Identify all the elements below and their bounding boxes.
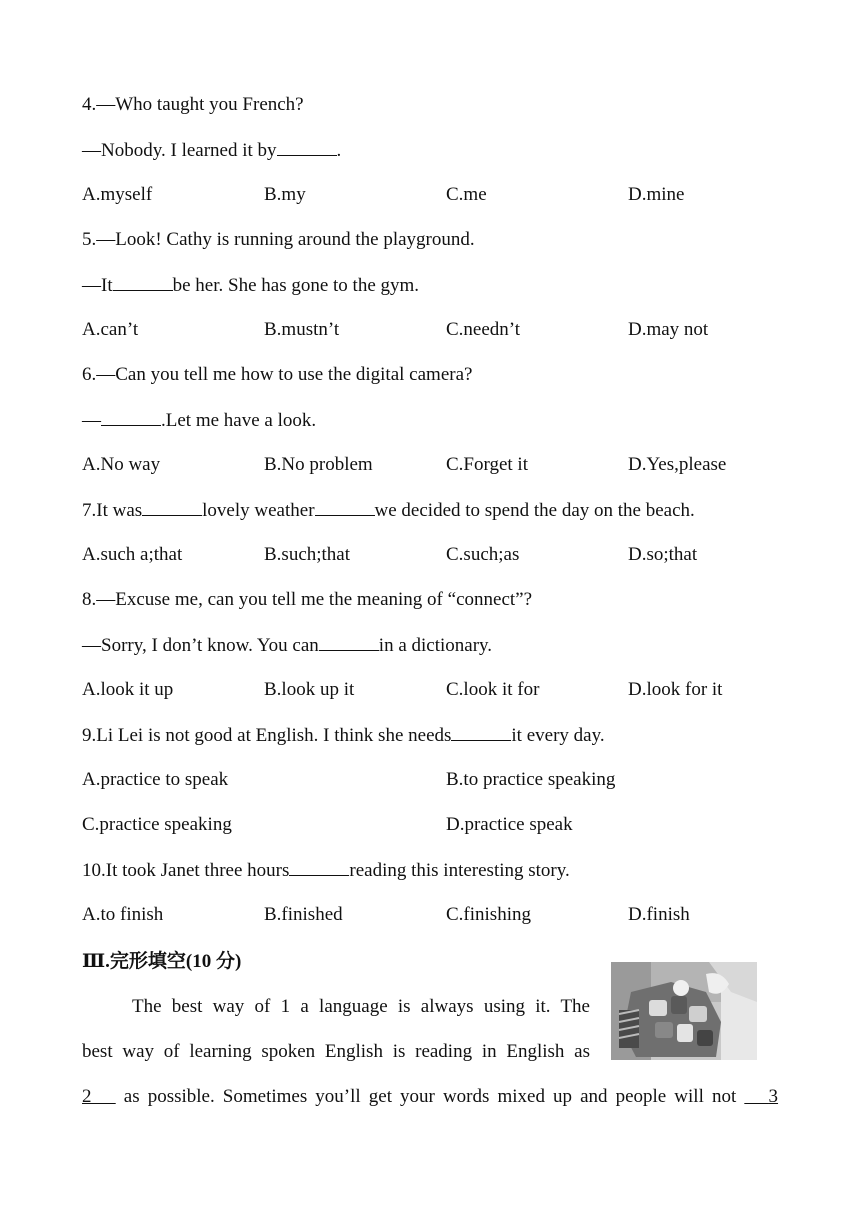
cloze-paragraph-line-2: best way of learning spoken English is reading in English as xyxy=(82,1041,590,1062)
q4-options xyxy=(82,183,802,207)
q4-option-d[interactable]: D.mine xyxy=(628,184,685,205)
q9-option-b[interactable]: B.to practice speaking xyxy=(446,769,616,790)
q10-option-c[interactable]: C.finishing xyxy=(446,904,531,925)
q9-stem xyxy=(82,723,605,748)
cloze-text-3: as possible. Sometimes you’ll get your words mixed up and people will not xyxy=(123,1086,737,1107)
q6-answer-tail: .Let me have a look. xyxy=(161,410,317,431)
q8-options xyxy=(82,678,802,702)
q10-stem xyxy=(82,858,570,883)
alphabet-puzzle-photo xyxy=(611,962,757,1060)
q7-blank-1[interactable] xyxy=(142,498,202,516)
q4-blank[interactable] xyxy=(277,138,337,156)
q8-option-c[interactable]: C.look it for xyxy=(446,679,540,700)
q9-option-d[interactable]: D.practice speak xyxy=(446,814,573,835)
q7-blank-2[interactable] xyxy=(315,498,375,516)
q6-answer-text: — xyxy=(82,410,101,431)
q9-options-row-1 xyxy=(82,768,802,792)
q6-option-b[interactable]: B.No problem xyxy=(264,454,373,475)
q7-option-c[interactable]: C.such;as xyxy=(446,544,520,565)
q5-answer-line xyxy=(82,273,419,298)
q6-stem: 6.—Can you tell me how to use the digital camera? xyxy=(82,364,473,385)
q8-stem: 8.—Excuse me, can you tell me the meaning of “connect”? xyxy=(82,589,533,610)
q8-answer-text: —Sorry, I don’t know. You can xyxy=(82,635,319,656)
q8-answer-tail: in a dictionary. xyxy=(378,635,493,656)
q9-option-a[interactable]: A.practice to speak xyxy=(82,769,229,790)
q8-option-d[interactable]: D.look for it xyxy=(628,679,723,700)
q8-option-a[interactable]: A.look it up xyxy=(82,679,174,700)
cloze-blank-3[interactable]: 3 xyxy=(768,1086,779,1107)
q5-stem: 5.—Look! Cathy is running around the playground. xyxy=(82,229,475,250)
q7-text-c: we decided to spend the day on the beach. xyxy=(374,500,695,521)
cloze-paragraph-line-3 xyxy=(82,1085,778,1109)
q10-text-a: 10.It took Janet three hours xyxy=(82,860,290,881)
q9-option-c[interactable]: C.practice speaking xyxy=(82,814,232,835)
q5-answer-text: —It xyxy=(82,275,113,296)
cloze-blank-2[interactable]: 2 xyxy=(82,1086,92,1107)
q4-stem: 4.—Who taught you French? xyxy=(82,94,304,115)
q5-blank[interactable] xyxy=(113,273,173,291)
q5-option-a[interactable]: A.can’t xyxy=(82,319,139,340)
cloze-paragraph-line-1 xyxy=(132,995,590,1019)
q10-option-b[interactable]: B.finished xyxy=(264,904,343,925)
q4-answer-text: —Nobody. I learned it by xyxy=(82,140,277,161)
q5-option-c[interactable]: C.needn’t xyxy=(446,319,521,340)
q6-option-a[interactable]: A.No way xyxy=(82,454,161,475)
q10-blank[interactable] xyxy=(289,858,349,876)
cloze-text-1a: The best way of xyxy=(132,996,271,1017)
q7-stem xyxy=(82,498,695,523)
q8-option-b[interactable]: B.look up it xyxy=(264,679,355,700)
q7-option-a[interactable]: A.such a;that xyxy=(82,544,183,565)
q9-options-row-2 xyxy=(82,813,802,837)
q4-option-c[interactable]: C.me xyxy=(446,184,487,205)
q10-option-a[interactable]: A.to finish xyxy=(82,904,164,925)
cloze-text-1b: a language is always using it. The xyxy=(300,996,590,1017)
q6-option-c[interactable]: C.Forget it xyxy=(446,454,528,475)
q5-answer-tail: be her. She has gone to the gym. xyxy=(172,275,420,296)
q7-option-b[interactable]: B.such;that xyxy=(264,544,351,565)
q7-option-d[interactable]: D.so;that xyxy=(628,544,698,565)
q9-blank[interactable] xyxy=(451,723,511,741)
q4-option-b[interactable]: B.my xyxy=(264,184,306,205)
q6-option-d[interactable]: D.Yes,please xyxy=(628,454,727,475)
q7-text-b: lovely weather xyxy=(202,500,315,521)
q8-blank[interactable] xyxy=(319,633,379,651)
q5-option-b[interactable]: B.mustn’t xyxy=(264,319,340,340)
section-3-title: Ⅲ.完形填空(10 分) xyxy=(82,951,242,972)
q7-text-a: 7.It was xyxy=(82,500,143,521)
q6-answer-line xyxy=(82,408,316,433)
q6-options xyxy=(82,453,802,477)
q5-option-d[interactable]: D.may not xyxy=(628,319,709,340)
q10-option-d[interactable]: D.finish xyxy=(628,904,690,925)
q6-blank[interactable] xyxy=(101,408,161,426)
q10-text-b: reading this interesting story. xyxy=(349,860,570,881)
q9-text-b: it every day. xyxy=(511,725,605,746)
q4-answer-tail: . xyxy=(336,140,342,161)
q10-options xyxy=(82,903,802,927)
cloze-blank-1[interactable]: 1 xyxy=(280,996,291,1017)
q8-answer-line xyxy=(82,633,492,658)
q4-answer-line xyxy=(82,138,341,163)
q4-option-a[interactable]: A.myself xyxy=(82,184,153,205)
q7-options xyxy=(82,543,802,567)
q9-text-a: 9.Li Lei is not good at English. I think she needs xyxy=(82,725,452,746)
q5-options xyxy=(82,318,802,342)
